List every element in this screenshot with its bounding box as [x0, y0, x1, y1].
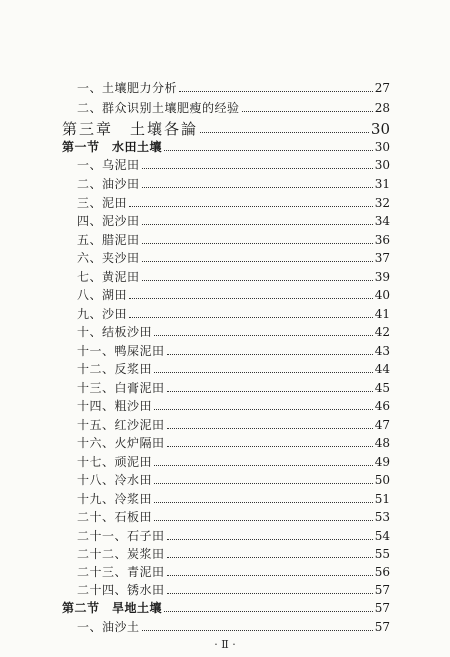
toc-entry-label: 八、湖田: [77, 288, 128, 302]
toc-entry-page: 56: [374, 565, 390, 579]
toc-entry: [0, 153, 450, 172]
dot-leader: [167, 539, 373, 540]
page-number-footer: · Ⅱ ·: [214, 638, 236, 651]
toc-entry-page: 37: [374, 251, 390, 265]
toc-entry-page: 53: [374, 510, 390, 524]
toc-entry: [0, 209, 450, 228]
toc-entry: [0, 320, 450, 339]
toc-entry: [0, 578, 450, 597]
toc-entry-page: 30: [374, 158, 390, 172]
toc-entry-label: 二十四、锈水田: [77, 583, 165, 597]
toc-entry-page: 32: [374, 196, 390, 210]
toc-entry: [0, 450, 450, 469]
dot-leader: [167, 354, 373, 355]
dot-leader: [142, 243, 373, 244]
toc-entry-label: 七、黄泥田: [77, 270, 140, 284]
toc-entry-page: 57: [374, 620, 390, 634]
toc-entry: [0, 376, 450, 395]
toc-entry: [0, 339, 450, 358]
toc-entry: [0, 615, 450, 634]
toc-entry: [0, 505, 450, 524]
toc-entry-page: 30: [374, 140, 390, 154]
dot-leader: [129, 298, 373, 299]
toc-entry-label: 二十、石板田: [77, 510, 153, 524]
toc-entry-label: 第三章 土壤各論: [62, 120, 199, 138]
dot-leader: [167, 446, 373, 447]
toc-entry: [0, 394, 450, 413]
dot-leader: [142, 168, 373, 169]
toc-entry-label: 二十三、青泥田: [77, 565, 165, 579]
toc-entry-label: 十二、反浆田: [77, 362, 153, 376]
toc-entry-label: 第一节 水田土壤: [62, 140, 163, 154]
toc-entry-page: 27: [374, 81, 390, 95]
dot-leader: [142, 187, 373, 188]
toc-entry-label: 二、油沙田: [77, 177, 140, 191]
toc-entry: [0, 560, 450, 579]
dot-leader: [154, 465, 373, 466]
toc-entry: [0, 524, 450, 543]
dot-leader: [154, 483, 373, 484]
toc-entry-page: 39: [374, 270, 390, 284]
toc-entry-label: 十八、冷水田: [77, 473, 153, 487]
toc-entry: [0, 431, 450, 450]
toc-entry: [0, 191, 450, 210]
toc-entry: [0, 265, 450, 284]
dot-leader: [167, 557, 373, 558]
toc-entry-label: 十六、火炉隔田: [77, 436, 165, 450]
toc-entry-page: 46: [374, 399, 390, 413]
toc-entry-label: 九、沙田: [77, 307, 128, 321]
toc-entry-page: 57: [374, 601, 390, 615]
toc-entry-label: 一、土壤肥力分析: [77, 81, 178, 95]
toc-entry-label: 十三、白膏泥田: [77, 381, 165, 395]
toc-entry-label: 二、群众识别土壤肥瘦的经验: [77, 101, 240, 115]
toc-entry: [0, 283, 450, 302]
toc-entry-page: 55: [374, 547, 390, 561]
toc-entry-page: 49: [374, 455, 390, 469]
toc-entry-page: 30: [370, 120, 390, 138]
toc-entry-page: 36: [374, 233, 390, 247]
toc-entry: [0, 542, 450, 561]
toc-entry-label: 十七、顽泥田: [77, 455, 153, 469]
dot-leader: [129, 317, 373, 318]
dot-leader: [154, 520, 373, 521]
dot-leader: [142, 224, 373, 225]
dot-leader: [129, 206, 373, 207]
toc-entry-label: 五、腊泥田: [77, 233, 140, 247]
toc-entry: [0, 357, 450, 376]
toc-entry-page: 43: [374, 344, 390, 358]
toc-entry-page: 40: [374, 288, 390, 302]
dot-leader: [142, 280, 373, 281]
toc-entry-label: 第二节 旱地土壤: [62, 601, 163, 615]
toc-entry: [0, 246, 450, 265]
toc-entry-page: 34: [374, 214, 390, 228]
toc-entry-label: 二十二、炭浆田: [77, 547, 165, 561]
toc-entry-page: 45: [374, 381, 390, 395]
toc-entry: [0, 228, 450, 247]
toc-entry-page: 57: [374, 583, 390, 597]
toc-entry-page: 42: [374, 325, 390, 339]
dot-leader: [154, 502, 373, 503]
toc-entry-label: 四、泥沙田: [77, 214, 140, 228]
dot-leader: [154, 335, 373, 336]
dot-leader: [200, 132, 369, 133]
toc-section-heading: [0, 135, 450, 154]
toc-section-heading: [0, 596, 450, 615]
toc-entry-label: 十九、冷浆田: [77, 492, 153, 506]
dot-leader: [164, 611, 373, 612]
dot-leader: [154, 372, 373, 373]
toc-entry: [0, 172, 450, 191]
dot-leader: [179, 91, 373, 92]
toc-entry-label: 十四、粗沙田: [77, 399, 153, 413]
toc-entry-label: 一、油沙土: [77, 620, 140, 634]
toc-entry-label: 十、结板沙田: [77, 325, 153, 339]
toc-entry-page: 54: [374, 529, 390, 543]
toc-entry: [0, 413, 450, 432]
toc-entry-page: 48: [374, 436, 390, 450]
toc-entry-label: 十一、鸭屎泥田: [77, 344, 165, 358]
dot-leader: [154, 409, 373, 410]
toc-entry: [0, 76, 450, 95]
toc-entry-label: 一、乌泥田: [77, 158, 140, 172]
toc-entry-label: 二十一、石子田: [77, 529, 165, 543]
dot-leader: [167, 428, 373, 429]
dot-leader: [164, 150, 373, 151]
toc-chapter-heading: [0, 112, 450, 136]
toc-entry-page: 51: [374, 492, 390, 506]
toc-entry: [0, 302, 450, 321]
dot-leader: [142, 261, 373, 262]
toc-entry-label: 十五、红沙泥田: [77, 418, 165, 432]
toc-entry-label: 六、夹沙田: [77, 251, 140, 265]
dot-leader: [167, 593, 373, 594]
toc-entry-page: 44: [374, 362, 390, 376]
dot-leader: [167, 575, 373, 576]
toc-entry-page: 47: [374, 418, 390, 432]
dot-leader: [167, 391, 373, 392]
toc-entry-page: 31: [374, 177, 390, 191]
toc-entry-page: 28: [374, 101, 390, 115]
toc-entry-page: 41: [374, 307, 390, 321]
toc-entry: [0, 487, 450, 506]
toc-entry-page: 50: [374, 473, 390, 487]
toc-entry: [0, 468, 450, 487]
toc-entry-label: 三、泥田: [77, 196, 128, 210]
dot-leader: [142, 630, 373, 631]
